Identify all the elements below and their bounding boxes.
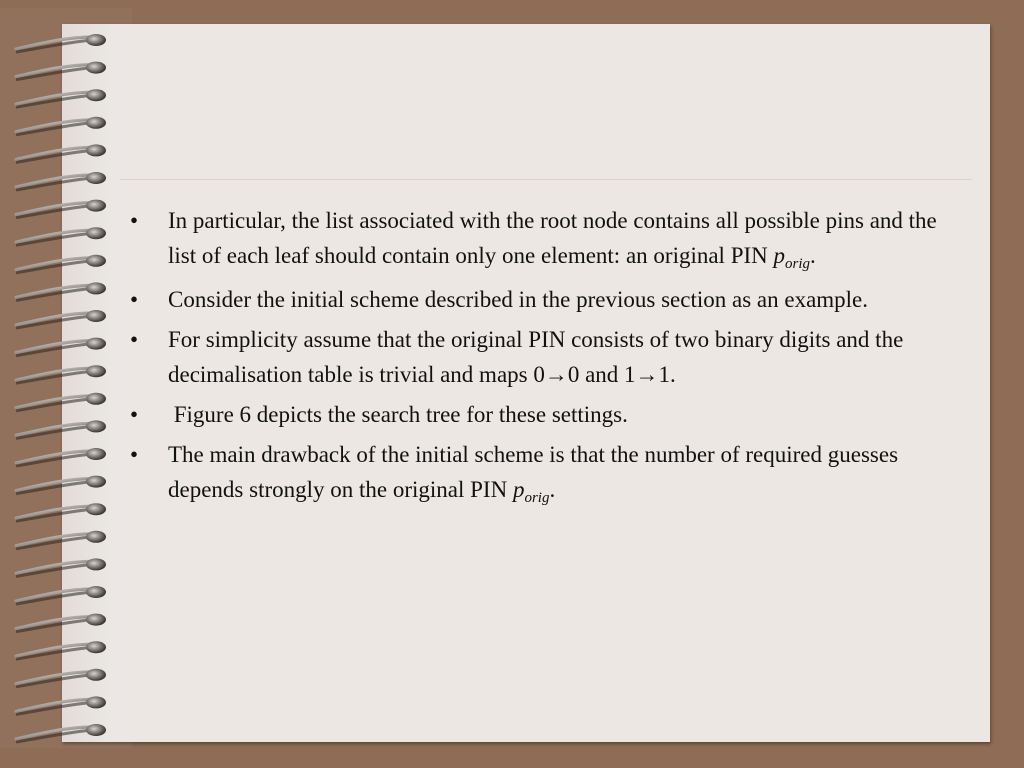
spiral-ring [16,448,106,466]
spiral-ring [16,172,106,190]
spiral-ring [16,614,106,632]
spiral-ring [16,503,106,521]
bullet-list [130,203,960,516]
spiral-ring [16,641,106,659]
spiral-ring [16,531,106,549]
spiral-ring [16,393,106,411]
spiral-ring [16,227,106,245]
bullet-item-5 [130,437,960,511]
bullet-tail: . [549,477,556,502]
bullet-text: For simplicity assume that the original PIN consists of two binary digits and the decimalisation table is trivial and maps 0→0 and 1→1. [168,327,904,387]
variable-p: p [512,477,525,502]
spiral-ring [16,669,106,687]
spiral-ring [16,310,106,328]
subscript-orig: orig [524,490,550,506]
bullet-text: Consider the initial scheme described in the previous section as an example. [168,287,869,312]
spiral-ring [16,338,106,356]
spiral-binding [0,0,130,768]
spiral-ring [16,200,106,218]
bullet-marker: • [130,327,139,352]
spiral-ring [16,89,106,107]
subscript-orig: orig [785,256,811,272]
bullet-text: The main drawback of the initial scheme is that the number of required guesses depends strongly on the original PIN [168,442,899,502]
spiral-ring [16,476,106,494]
spiral-ring [16,282,106,300]
spiral-ring [16,117,106,135]
variable-p: p [773,243,786,268]
spiral-ring [16,420,106,438]
spiral-ring [16,696,106,714]
bullet-item-3 [130,322,960,392]
spiral-ring [16,255,106,273]
bullet-marker: • [130,287,139,312]
spiral-ring [16,558,106,576]
spiral-ring [16,62,106,80]
bullet-item-2 [130,282,960,317]
bullet-tail: . [810,243,816,268]
bullet-item-4 [130,397,960,432]
spiral-ring [16,34,106,52]
bullet-item-1 [130,203,960,277]
title-divider [120,179,972,180]
bullet-text: Figure 6 depicts the search tree for these settings. [168,402,628,427]
bullet-marker: • [130,208,139,233]
spiral-ring [16,586,106,604]
bullet-marker: • [130,442,139,467]
bullet-text: In particular, the list associated with the root node contains all possible pins and the list of each leaf should contain only one element: an original PIN [168,208,937,268]
spiral-ring [16,144,106,162]
spiral-ring [16,365,106,383]
bullet-marker: • [130,402,139,427]
spiral-ring [16,724,106,742]
